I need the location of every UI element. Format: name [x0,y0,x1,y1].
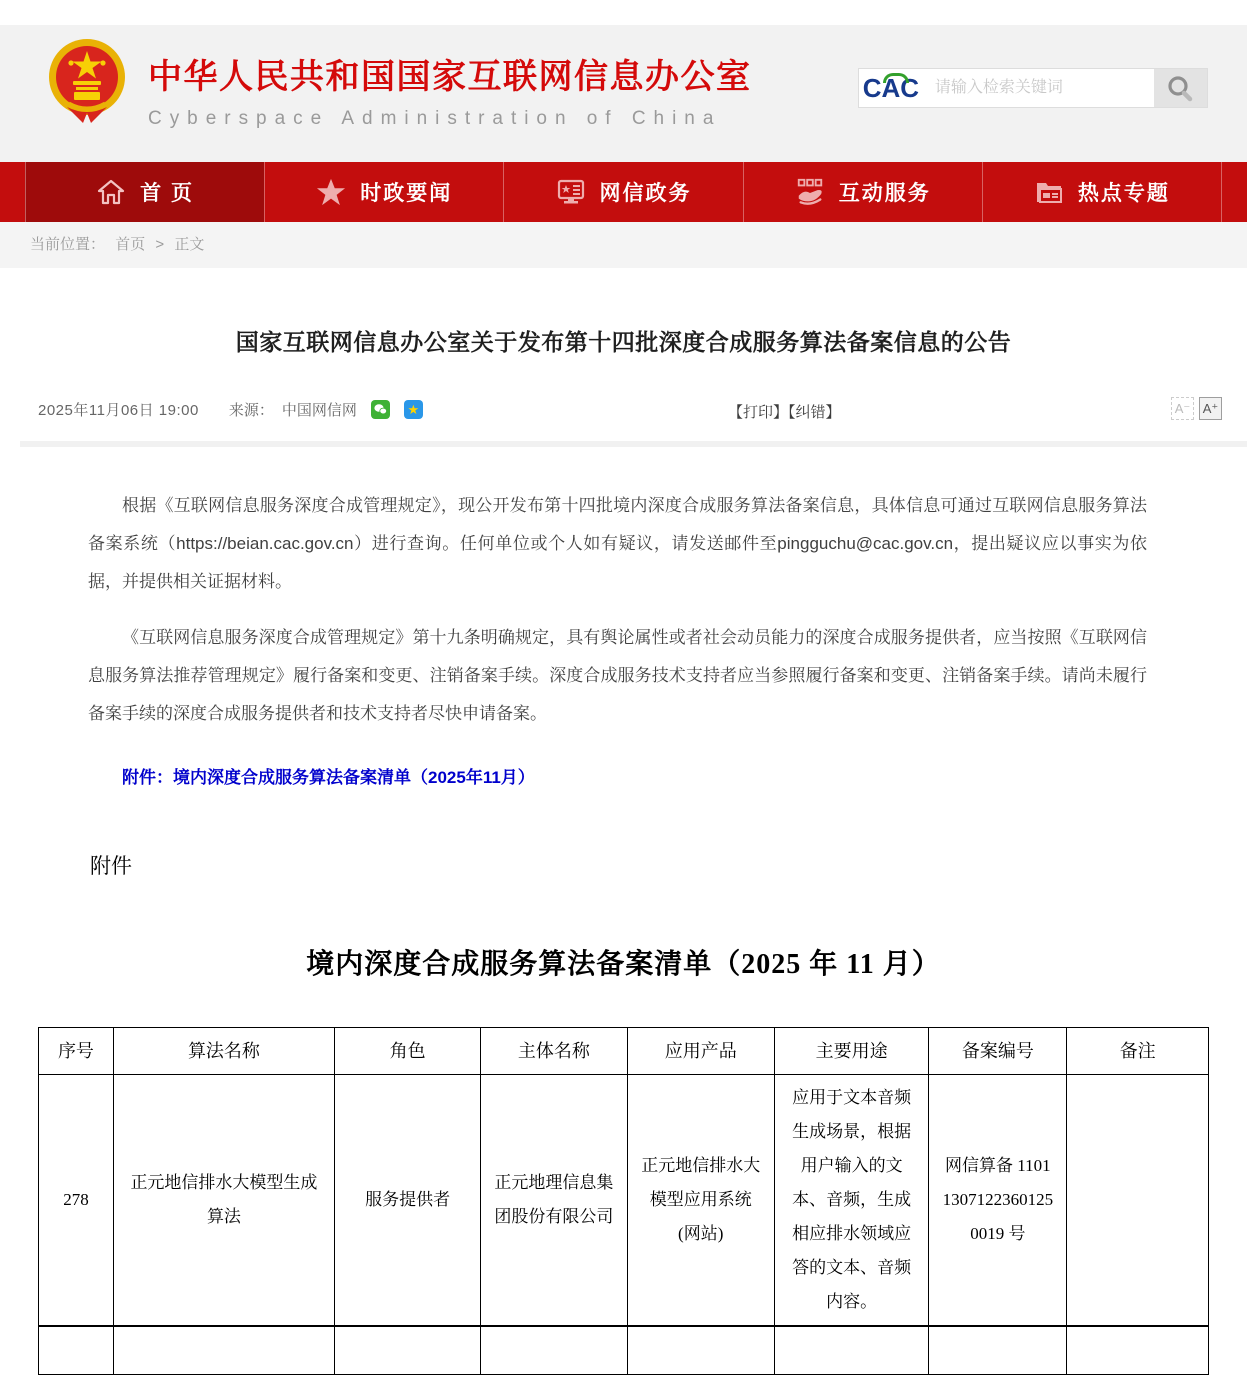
col-header-product: 应用产品 [627,1028,774,1075]
article [0,324,1247,1375]
article-meta-left [38,399,423,420]
hand-blocks-icon [795,177,825,207]
breadcrumb-separator: > [155,236,165,253]
site-header [0,25,1247,162]
wechat-share-icon[interactable] [371,400,390,419]
article-actions [728,401,841,422]
qzone-share-icon[interactable]: ★ [404,400,423,419]
breadcrumb-prefix: 当前位置： [30,236,106,253]
paragraph-1: 根据《互联网信息服务深度合成管理规定》，现公开发布第十四批境内深度合成服务算法备案信息，具体信息可通过互联网信息服务算法备案系统（https://beian.cac.gov.cn）进行查询。任何单位或个人如有疑议，请发送邮件至pingguchu@cac.gov.cn，提出疑议应以事实为依据，并提供相关证据材料。 [88,496,1147,591]
cell-entity-name: 正元地理信息集团股份有限公司 [481,1075,627,1327]
breadcrumb [0,222,1247,268]
filing-table-header-row [39,1028,1209,1075]
attachment-section [0,850,1247,1375]
search-button[interactable] [1154,69,1207,107]
nav-item-egov[interactable] [503,162,742,222]
cell-product: 正元地信排水大模型应用系统(网站) [627,1075,774,1327]
cac-logo-arc [883,73,909,83]
nav-label-news: 时政要闻 [360,182,453,205]
cell-remark [1067,1075,1209,1327]
search-input[interactable] [923,69,1154,107]
font-larger-button[interactable]: A⁺ [1199,397,1222,420]
top-strip [0,0,1247,25]
table-row [39,1075,1209,1327]
national-emblem-logo [47,37,127,125]
source-label: 来源： [228,402,274,419]
site-title-block [148,49,788,130]
font-size-controls [1171,397,1222,420]
cac-logo-text: CAC [862,73,920,103]
col-header-no: 序号 [39,1028,114,1075]
main-nav [0,162,1247,222]
nav-item-interactive[interactable] [743,162,982,222]
nav-label-interactive: 互动服务 [838,182,931,205]
col-header-algorithm-name: 算法名称 [113,1028,334,1075]
search-icon [1166,74,1194,102]
nav-item-topics[interactable] [982,162,1222,222]
site-title-zh: 中华人民共和国国家互联网信息办公室 [148,58,752,96]
star-icon [316,177,346,207]
attachment-label: 附件 [90,854,132,878]
font-smaller-button[interactable]: A⁻ [1171,397,1194,420]
folder-icon [1034,177,1064,207]
col-header-filing-no: 备案编号 [929,1028,1067,1075]
article-meta-row [0,399,1247,427]
col-header-remark: 备注 [1067,1028,1209,1075]
col-header-purpose: 主要用途 [774,1028,928,1075]
article-title: 国家互联网信息办公室关于发布第十四批深度合成服务算法备案信息的公告 [235,329,1012,355]
col-header-role: 角色 [335,1028,481,1075]
source-name: 中国网信网 [281,402,357,419]
nav-item-news[interactable] [264,162,503,222]
nav-item-home[interactable] [25,162,264,222]
print-button[interactable]: 【打印】 [728,404,789,421]
nav-label-topics: 热点专题 [1077,182,1170,205]
cell-algorithm-name: 正元地信排水大模型生成算法 [113,1075,334,1327]
nav-label-egov: 网信政务 [599,182,692,205]
filing-table [38,1027,1209,1375]
cac-logo [859,69,923,107]
error-report-button[interactable]: 【纠错】 [788,404,841,421]
paragraph-2: 《互联网信息服务深度合成管理规定》第十九条明确规定，具有舆论属性或者社会动员能力的深度合成服务提供者，应当按照《互联网信息服务算法推荐管理规定》履行备案和变更、注销备案手续。深度合成服务技术支持者应当参照履行备案和变更、注销备案手续。请尚未履行备案手续的深度合成服务提供者和技术支持者尽快申请备案。 [88,628,1147,723]
site-title-en: Cyberspace Administration of China [148,108,722,129]
cell-purpose: 应用于文本音频生成场景，根据用户输入的文本、音频，生成相应排水领域应答的文本、音频内容。 [774,1075,928,1327]
publish-date: 2025年11月06日 19:00 [38,402,199,419]
breadcrumb-home-link[interactable]: 首页 [115,236,146,253]
cell-role: 服务提供者 [335,1075,481,1327]
home-icon [96,177,126,207]
search-bar [858,68,1208,108]
col-header-entity-name: 主体名称 [481,1028,627,1075]
article-body [0,447,1247,788]
breadcrumb-current: 正文 [174,236,205,253]
monitor-icon [556,177,586,207]
table-row-partial [39,1326,1209,1374]
attachment-link[interactable]: 附件：境内深度合成服务算法备案清单（2025年11月） [122,768,535,787]
nav-label-home: 首 页 [140,182,195,205]
attachment-table-title: 境内深度合成服务算法备案清单（2025 年 11 月） [306,949,941,980]
cell-filing-no: 网信算备 110113071223601250019 号 [929,1075,1067,1327]
cell-no: 278 [39,1075,114,1327]
